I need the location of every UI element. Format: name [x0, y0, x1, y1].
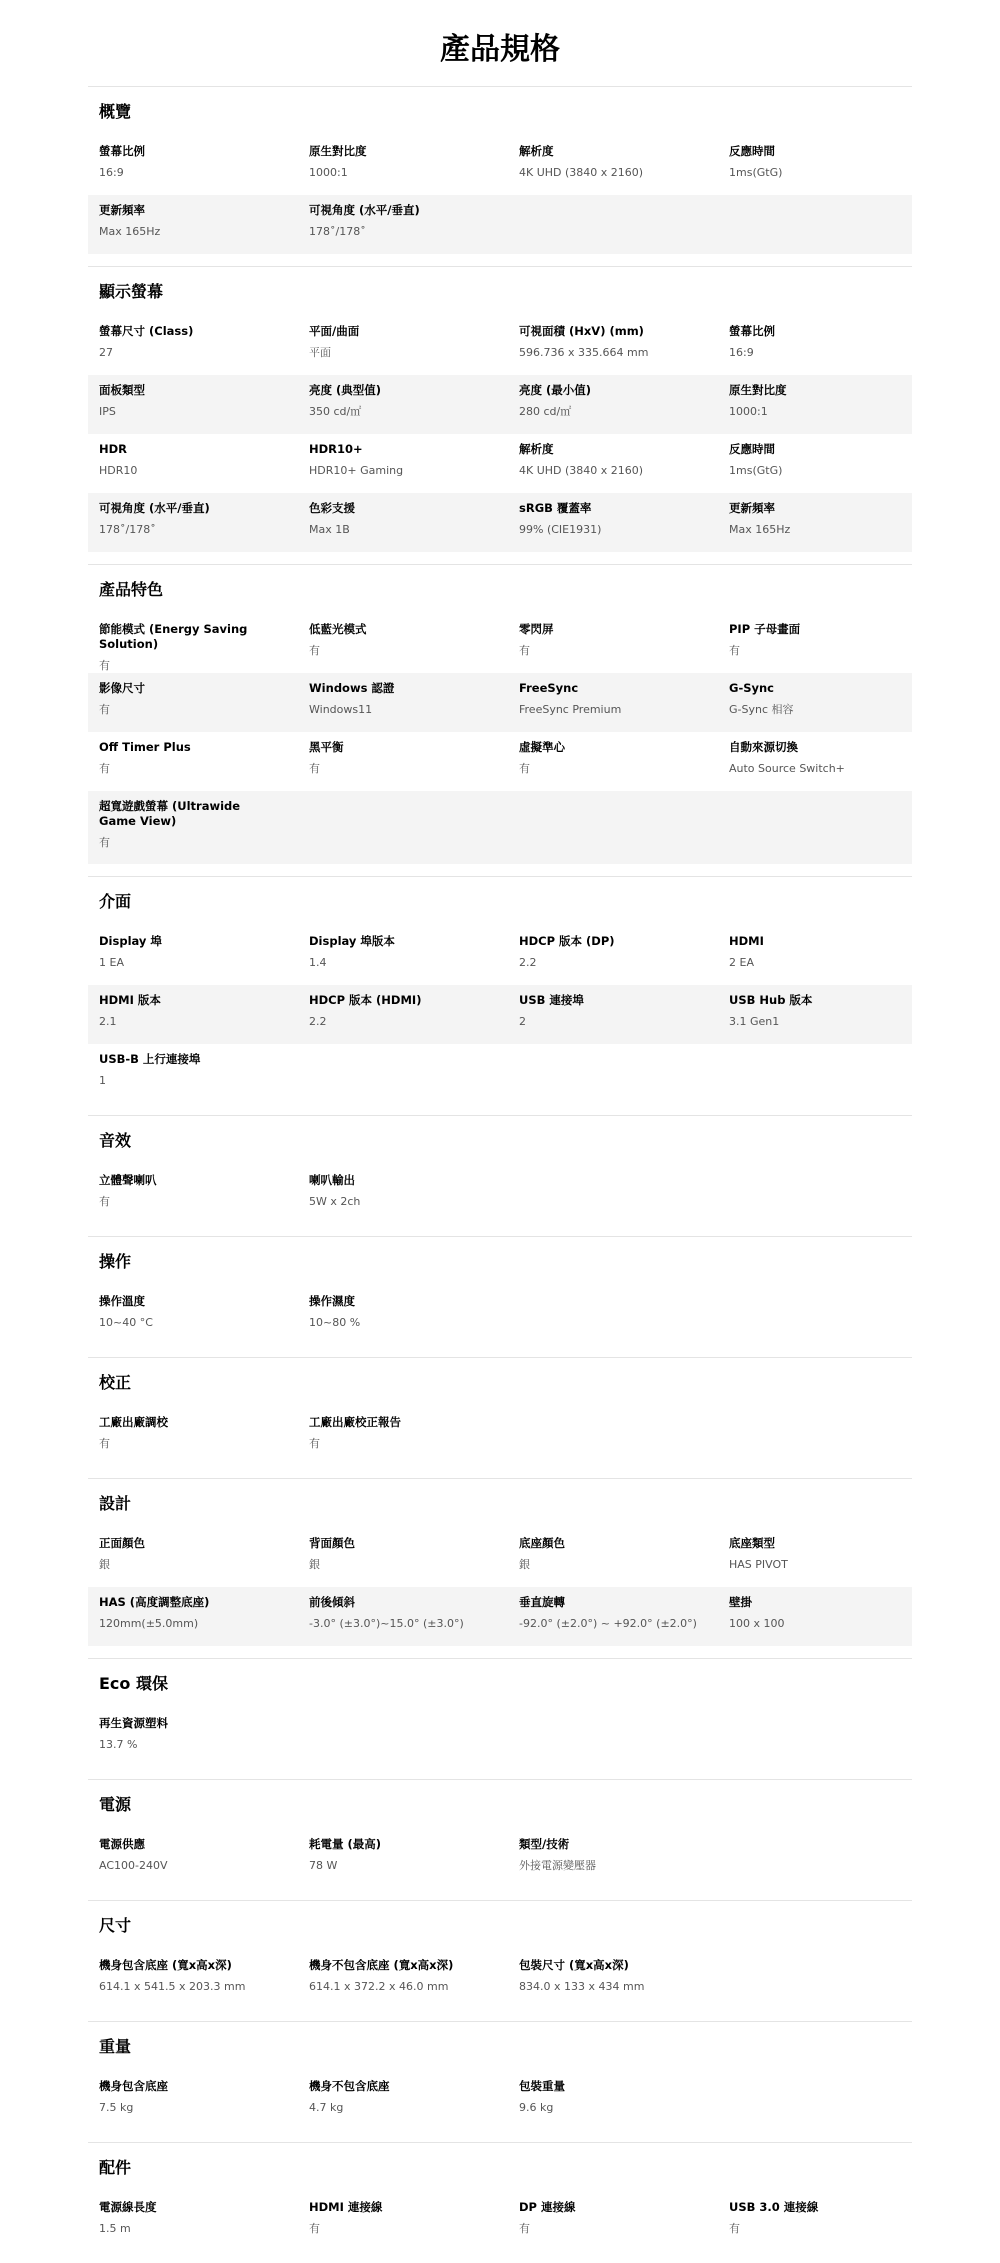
spec-item	[99, 1716, 309, 1767]
spec-row	[88, 195, 912, 254]
spec-value: 有	[309, 644, 320, 657]
spec-value: 16:9	[99, 166, 124, 179]
spec-value: 有	[99, 1195, 110, 1208]
spec-label: 立體聲喇叭	[99, 1173, 157, 1187]
spec-item	[99, 1415, 309, 1466]
spec-value: Max 165Hz	[99, 225, 161, 238]
spec-item	[309, 383, 519, 434]
spec-section	[88, 1116, 912, 1236]
spec-value: 有	[99, 703, 110, 716]
spec-value: 834.0 x 133 x 434 mm	[519, 1980, 645, 1993]
spec-row	[88, 732, 912, 791]
spec-value: 有	[519, 644, 530, 657]
spec-item	[519, 442, 729, 493]
spec-item	[309, 934, 519, 985]
spec-item	[309, 1173, 519, 1224]
section-gap	[88, 1888, 912, 1900]
spec-value: 銀	[309, 1558, 320, 1571]
spec-label: 壁掛	[729, 1595, 752, 1609]
spec-row	[88, 926, 912, 985]
spec-label: 機身不包含底座	[309, 2079, 390, 2093]
section-gap	[88, 2130, 912, 2142]
spec-value: Max 165Hz	[729, 523, 791, 536]
spec-label: 操作溫度	[99, 1294, 145, 1308]
spec-item	[309, 1958, 519, 2009]
spec-item	[729, 1595, 939, 1646]
spec-value: G-Sync 相容	[729, 703, 794, 716]
section-gap	[88, 864, 912, 876]
spec-section	[88, 877, 912, 1115]
spec-label: 底座類型	[729, 1536, 775, 1550]
spec-item	[519, 144, 729, 195]
spec-value: 1ms(GtG)	[729, 166, 783, 179]
spec-value: 1000:1	[729, 405, 768, 418]
spec-item	[519, 993, 729, 1044]
spec-label: 耗電量 (最高)	[309, 1837, 382, 1851]
section-title: 介面	[99, 892, 132, 911]
spec-value: 4K UHD (3840 x 2160)	[519, 464, 644, 477]
spec-label: HDCP 版本 (HDMI)	[309, 993, 422, 1007]
spec-value: 13.7 %	[99, 1738, 138, 1751]
spec-item	[99, 2200, 309, 2251]
section-gap	[88, 1224, 912, 1236]
spec-value: 有	[729, 2222, 740, 2235]
spec-row	[88, 1528, 912, 1587]
spec-item	[729, 383, 939, 434]
spec-value: 16:9	[729, 346, 754, 359]
spec-item	[309, 1294, 519, 1345]
spec-value: 有	[729, 644, 740, 657]
spec-label: 亮度 (典型值)	[309, 383, 382, 397]
spec-item	[309, 442, 519, 493]
spec-label: 機身不包含底座 (寬x高x深)	[309, 1958, 454, 1972]
spec-row	[88, 791, 912, 864]
page-title: 產品規格	[440, 32, 560, 67]
spec-label: 零閃屏	[519, 622, 554, 636]
spec-value: HAS PIVOT	[729, 1558, 788, 1571]
spec-value: FreeSync Premium	[519, 703, 622, 716]
spec-value: 2.1	[99, 1015, 117, 1028]
spec-item	[309, 324, 519, 375]
spec-item	[519, 383, 729, 434]
spec-value: 178˚/178˚	[309, 225, 366, 238]
section-gap	[88, 552, 912, 564]
section-gap	[88, 1646, 912, 1658]
spec-value: 9.6 kg	[519, 2101, 554, 2114]
spec-item	[99, 681, 309, 732]
spec-item	[99, 1595, 309, 1646]
spec-row	[88, 1286, 912, 1345]
spec-label: 黑平衡	[309, 740, 344, 754]
spec-label: 影像尺寸	[99, 681, 145, 695]
spec-section	[88, 1780, 912, 1900]
spec-section	[88, 2143, 912, 2263]
spec-value: 10~40 °C	[99, 1316, 153, 1329]
spec-label: 喇叭輸出	[309, 1173, 355, 1187]
spec-value: Max 1B	[309, 523, 350, 536]
spec-label: 反應時間	[729, 442, 775, 456]
spec-label: HDMI 連接線	[309, 2200, 383, 2214]
spec-item	[99, 203, 309, 254]
spec-label: HDR10+	[309, 442, 363, 456]
spec-value: 27	[99, 346, 113, 359]
spec-container	[0, 86, 1000, 2263]
spec-item	[729, 324, 939, 375]
spec-row	[88, 434, 912, 493]
spec-label: USB 連接埠	[519, 993, 584, 1007]
spec-item	[309, 622, 519, 673]
spec-row	[88, 1165, 912, 1224]
spec-section	[88, 2022, 912, 2142]
spec-label: 解析度	[519, 442, 554, 456]
section-gap	[88, 1767, 912, 1779]
spec-label: HAS (高度調整底座)	[99, 1595, 210, 1609]
section-title: 概覽	[99, 102, 132, 121]
spec-label: 螢幕比例	[729, 324, 775, 338]
spec-value: 4.7 kg	[309, 2101, 344, 2114]
spec-row	[88, 1044, 912, 1103]
spec-value: 178˚/178˚	[99, 523, 156, 536]
spec-label: 包裝尺寸 (寬x高x深)	[519, 1958, 629, 1972]
spec-item	[729, 2200, 939, 2251]
spec-value: 有	[519, 762, 530, 775]
spec-value: 3.1 Gen1	[729, 1015, 780, 1028]
spec-label: 再生資源塑料	[99, 1716, 168, 1730]
spec-value: HDR10	[99, 464, 138, 477]
spec-label: USB-B 上行連接埠	[99, 1052, 201, 1066]
spec-label: 反應時間	[729, 144, 775, 158]
spec-section	[88, 267, 912, 564]
spec-item	[519, 681, 729, 732]
spec-label: 正面顏色	[99, 1536, 145, 1550]
spec-value: 有	[309, 762, 320, 775]
spec-section	[88, 1479, 912, 1658]
spec-item	[99, 324, 309, 375]
spec-label: 工廠出廠調校	[99, 1415, 168, 1429]
spec-item	[309, 203, 519, 254]
spec-row	[88, 1407, 912, 1466]
section-title: 校正	[99, 1373, 132, 1392]
spec-value: 4K UHD (3840 x 2160)	[519, 166, 644, 179]
spec-item	[99, 383, 309, 434]
spec-label: 機身包含底座 (寬x高x深)	[99, 1958, 232, 1972]
spec-item	[519, 1536, 729, 1587]
spec-label: 亮度 (最小值)	[519, 383, 592, 397]
spec-label: 類型/技術	[519, 1837, 570, 1851]
spec-row	[88, 1829, 912, 1888]
spec-label: 更新頻率	[729, 501, 775, 515]
spec-row	[88, 985, 912, 1044]
spec-label: PIP 子母畫面	[729, 622, 801, 636]
section-gap	[88, 1345, 912, 1357]
spec-label: 虛擬準心	[519, 740, 565, 754]
spec-row	[88, 1587, 912, 1646]
spec-item	[309, 1595, 519, 1646]
spec-value: 有	[309, 1437, 320, 1450]
spec-item	[309, 1415, 519, 1466]
spec-item	[519, 2079, 729, 2130]
spec-label: USB Hub 版本	[729, 993, 813, 1007]
spec-value: 銀	[519, 1558, 530, 1571]
section-gap	[88, 254, 912, 266]
section-title: 電源	[99, 1795, 132, 1814]
spec-item	[519, 2200, 729, 2251]
spec-label: 操作濕度	[309, 1294, 355, 1308]
spec-item	[729, 622, 939, 673]
spec-item	[309, 1536, 519, 1587]
spec-label: 解析度	[519, 144, 554, 158]
spec-value: AC100-240V	[99, 1859, 168, 1872]
spec-value: 有	[99, 1437, 110, 1450]
spec-item	[519, 501, 729, 552]
spec-label: 更新頻率	[99, 203, 145, 217]
spec-value: 78 W	[309, 1859, 338, 1872]
spec-item	[99, 1052, 309, 1103]
spec-value: 2.2	[309, 1015, 327, 1028]
spec-label: 前後傾斜	[309, 1595, 355, 1609]
section-gap	[88, 2009, 912, 2021]
spec-label: 電源供應	[99, 1837, 145, 1851]
spec-section	[88, 1358, 912, 1478]
spec-value: 有	[309, 2222, 320, 2235]
spec-item	[309, 2079, 519, 2130]
section-title: 設計	[99, 1494, 132, 1513]
spec-section	[88, 1901, 912, 2021]
spec-item	[729, 934, 939, 985]
spec-item	[309, 993, 519, 1044]
spec-value: 100 x 100	[729, 1617, 785, 1630]
spec-section	[88, 1237, 912, 1357]
spec-item	[519, 934, 729, 985]
spec-value: HDR10+ Gaming	[309, 464, 404, 477]
spec-item	[309, 740, 519, 791]
spec-value: 2 EA	[729, 956, 754, 969]
spec-value: 280 cd/㎡	[519, 405, 572, 418]
spec-row	[88, 2071, 912, 2130]
spec-row	[88, 2192, 912, 2251]
spec-item	[99, 1173, 309, 1224]
spec-item	[99, 1536, 309, 1587]
spec-label: 螢幕比例	[99, 144, 145, 158]
spec-label: 電源線長度	[99, 2200, 157, 2214]
spec-label: 原生對比度	[309, 144, 367, 158]
spec-item	[99, 622, 309, 673]
section-title: 配件	[99, 2158, 132, 2177]
spec-item	[309, 1837, 519, 1888]
spec-value: 2.2	[519, 956, 537, 969]
section-title: 重量	[99, 2037, 132, 2056]
spec-item	[519, 324, 729, 375]
spec-label: 平面/曲面	[309, 324, 360, 338]
spec-label: 原生對比度	[729, 383, 787, 397]
spec-item	[729, 442, 939, 493]
spec-value: 10~80 %	[309, 1316, 361, 1329]
spec-value: 350 cd/㎡	[309, 405, 362, 418]
spec-item	[309, 2200, 519, 2251]
spec-label: 可視面積 (HxV) (mm)	[519, 324, 644, 338]
spec-value: Windows11	[309, 703, 373, 716]
section-gap	[88, 1103, 912, 1115]
spec-value: 外接電源變壓器	[519, 1859, 596, 1872]
spec-label: HDCP 版本 (DP)	[519, 934, 615, 948]
section-title: 顯示螢幕	[99, 282, 164, 301]
spec-item	[729, 1536, 939, 1587]
spec-value: 1.5 m	[99, 2222, 131, 2235]
spec-label: Windows 認證	[309, 681, 395, 695]
spec-label: 底座顏色	[519, 1536, 565, 1550]
spec-label: 螢幕尺寸 (Class)	[99, 324, 194, 338]
spec-value: 1.4	[309, 956, 327, 969]
spec-row	[88, 136, 912, 195]
spec-value: 有	[99, 836, 110, 849]
spec-value: 有	[99, 659, 110, 672]
spec-label: Display 埠	[99, 934, 162, 948]
spec-item	[99, 1837, 309, 1888]
spec-value: 5W x 2ch	[309, 1195, 361, 1208]
spec-value: 1 EA	[99, 956, 124, 969]
spec-value: -3.0° (±3.0°)~15.0° (±3.0°)	[309, 1617, 464, 1630]
spec-label: 面板類型	[99, 383, 145, 397]
spec-value: -92.0° (±2.0°) ~ +92.0° (±2.0°)	[519, 1617, 697, 1630]
spec-value: Auto Source Switch+	[729, 762, 845, 775]
spec-row	[88, 316, 912, 375]
spec-label: HDR	[99, 442, 128, 456]
spec-item	[99, 442, 309, 493]
spec-section	[88, 87, 912, 266]
spec-value: 7.5 kg	[99, 2101, 134, 2114]
spec-value: 1ms(GtG)	[729, 464, 783, 477]
spec-row	[88, 614, 912, 673]
spec-label: 工廠出廠校正報告	[309, 1415, 401, 1429]
spec-item	[99, 144, 309, 195]
spec-label: 可視角度 (水平/垂直)	[99, 501, 210, 515]
section-gap	[88, 1466, 912, 1478]
spec-value: 有	[99, 762, 110, 775]
spec-label: 背面顏色	[309, 1536, 355, 1550]
section-title: 尺寸	[99, 1916, 132, 1935]
spec-item	[99, 799, 309, 864]
spec-label: 自動來源切換	[729, 740, 798, 754]
spec-item	[729, 993, 939, 1044]
spec-value: 99% (CIE1931)	[519, 523, 602, 536]
spec-item	[519, 740, 729, 791]
spec-label: 低藍光模式	[309, 622, 367, 636]
spec-value: 2	[519, 1015, 526, 1028]
spec-label: USB 3.0 連接線	[729, 2200, 819, 2214]
section-title: Eco 環保	[99, 1674, 168, 1693]
spec-label: Off Timer Plus	[99, 740, 191, 754]
spec-item	[99, 1958, 309, 2009]
spec-label: HDMI 版本	[99, 993, 161, 1007]
spec-label: 色彩支援	[309, 501, 355, 515]
spec-section	[88, 1659, 912, 1779]
spec-value: 614.1 x 372.2 x 46.0 mm	[309, 1980, 449, 1993]
spec-value: 銀	[99, 1558, 110, 1571]
spec-item	[729, 740, 939, 791]
section-gap	[88, 2251, 912, 2263]
spec-value: 1	[99, 1074, 106, 1087]
spec-label: HDMI	[729, 934, 764, 948]
spec-item	[99, 993, 309, 1044]
spec-value: 614.1 x 541.5 x 203.3 mm	[99, 1980, 246, 1993]
spec-label: 機身包含底座	[99, 2079, 168, 2093]
section-title: 產品特色	[99, 580, 164, 599]
spec-value: 有	[519, 2222, 530, 2235]
spec-item	[99, 740, 309, 791]
spec-label: 包裝重量	[519, 2079, 565, 2093]
spec-row	[88, 493, 912, 552]
spec-label: DP 連接線	[519, 2200, 576, 2214]
spec-label: 節能模式 (Energy Saving Solution)	[99, 622, 248, 651]
spec-label: sRGB 覆蓋率	[519, 501, 592, 515]
spec-value: IPS	[99, 405, 116, 418]
spec-item	[99, 934, 309, 985]
spec-label: G-Sync	[729, 681, 774, 695]
section-title: 音效	[99, 1131, 132, 1150]
spec-item	[519, 1837, 729, 1888]
spec-item	[309, 681, 519, 732]
spec-label: Display 埠版本	[309, 934, 395, 948]
spec-row	[88, 375, 912, 434]
spec-item	[519, 1595, 729, 1646]
spec-item	[729, 501, 939, 552]
spec-item	[309, 501, 519, 552]
spec-item	[729, 144, 939, 195]
spec-item	[309, 144, 519, 195]
spec-item	[99, 1294, 309, 1345]
spec-value: 596.736 x 335.664 mm	[519, 346, 649, 359]
spec-item	[99, 501, 309, 552]
spec-row	[88, 1708, 912, 1767]
spec-section	[88, 565, 912, 876]
spec-item	[519, 1958, 729, 2009]
section-title: 操作	[99, 1252, 132, 1271]
spec-row	[88, 673, 912, 732]
spec-row	[88, 1950, 912, 2009]
spec-value: 1000:1	[309, 166, 348, 179]
spec-label: 垂直旋轉	[519, 1595, 565, 1609]
spec-item	[729, 681, 939, 732]
spec-item	[99, 2079, 309, 2130]
spec-label: 可視角度 (水平/垂直)	[309, 203, 420, 217]
spec-label: 超寬遊戲螢幕 (Ultrawide Game View)	[99, 799, 241, 828]
spec-item	[519, 622, 729, 673]
spec-value: 平面	[309, 346, 331, 359]
spec-value: 120mm(±5.0mm)	[99, 1617, 199, 1630]
spec-label: FreeSync	[519, 681, 579, 695]
